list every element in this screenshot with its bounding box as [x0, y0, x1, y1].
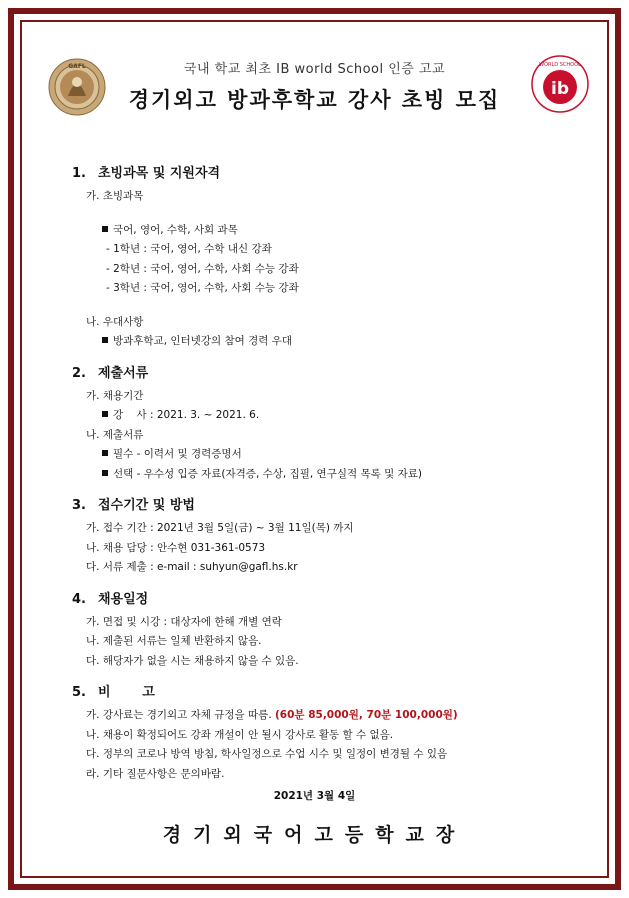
- s2-b-bullet-2: [72, 465, 572, 485]
- page-title: 경기외고 방과후학교 강사 초빙 모집: [128, 88, 501, 112]
- section-5-number: 5.: [72, 685, 86, 700]
- section-5-title: 비 고: [98, 685, 155, 700]
- s5-fee-highlight: (60분 85,000원, 70분 100,000원): [275, 709, 458, 721]
- section-1-number: 1.: [72, 166, 86, 181]
- s5-item-c: 다. 정부의 코로나 방역 방침, 학사일정으로 수업 시수 및 일정이 변경될 수 있음: [86, 748, 448, 760]
- header-subtitle: 국내 학교 최초 IB world School 인증 고교: [183, 62, 446, 77]
- notice-body: [72, 152, 572, 784]
- s4-item-a: 가. 면접 및 시강 : 대상자에 한해 개별 연락: [86, 615, 282, 628]
- s2-b-bullet-1: [72, 445, 572, 465]
- s2-a-bullet: [72, 406, 572, 426]
- section-2-heading: [72, 364, 572, 384]
- s2-b-bullet-2-text: 선택 - 우수성 입증 자료(자격증, 수상, 집필, 연구실적 목록 및 자료): [113, 467, 422, 480]
- section-1-heading: [72, 164, 572, 184]
- s3-item-a: 가. 접수 기간 : 2021년 3월 5일(금) ~ 3월 11일(목) 까지: [86, 522, 354, 534]
- s2-item-b: 나. 제출서류: [86, 428, 144, 441]
- s1-b-bullet: [72, 332, 572, 352]
- s1-a-dash-2: - 2학년 : 국어, 영어, 수학, 사회 수능 강좌: [106, 262, 299, 275]
- section-2-title: 제출서류: [98, 365, 149, 381]
- s1-a-dash-3: - 3학년 : 국어, 영어, 수학, 사회 수능 강좌: [106, 282, 299, 294]
- s5-item-a: [72, 706, 572, 726]
- s2-b-bullet-1-text: 필수 - 이력서 및 경력증명서: [113, 448, 242, 460]
- s4-item-c: 다. 해당자가 없을 시는 채용하지 않을 수 있음.: [86, 654, 299, 667]
- s3-item-b: 나. 채용 담당 : 안수현 031-361-0573: [86, 541, 266, 554]
- s1-a-bullet: [72, 221, 572, 241]
- square-bullet-icon: [102, 226, 108, 232]
- s1-b-bullet-text: 방과후학교, 인터넷강의 참여 경력 우대: [113, 335, 292, 347]
- s5-item-d: 라. 기타 질문사항은 문의바람.: [86, 767, 225, 780]
- s2-a-bullet-text: 강 사 : 2021. 3. ~ 2021. 6.: [113, 409, 260, 421]
- section-3-title: 접수기간 및 방법: [98, 498, 195, 513]
- section-1-title: 초빙과목 및 지원자격: [98, 166, 221, 181]
- section-3-heading: [72, 496, 572, 516]
- section-3-number: 3.: [72, 498, 86, 513]
- section-4-heading: [72, 590, 572, 610]
- s5-item-b: 나. 채용이 확정되어도 강좌 개설이 안 될시 강사로 활동 할 수 없음.: [86, 728, 394, 741]
- section-2-number: 2.: [72, 365, 86, 381]
- section-5-heading: [72, 683, 572, 703]
- square-bullet-icon: [102, 337, 108, 343]
- principal-signature: 경기외국어고등학교장: [162, 824, 467, 846]
- square-bullet-icon: [102, 411, 108, 417]
- section-4-title: 채용일정: [98, 591, 149, 607]
- notice-date: 2021년 3월 4일: [273, 790, 356, 802]
- square-bullet-icon: [102, 450, 108, 456]
- emblem-text: GAFL: [68, 63, 86, 70]
- s1-item-a: 가. 초빙과목: [86, 190, 144, 202]
- s4-item-b: 나. 제출된 서류는 일체 반환하지 않음.: [86, 635, 262, 647]
- s1-a-dash-1: - 1학년 : 국어, 영어, 수학 내신 강좌: [106, 243, 272, 255]
- s5-item-a-text: 가. 강사료는 경기외고 자체 규정을 따름.: [86, 709, 272, 721]
- square-bullet-icon: [102, 470, 108, 476]
- s1-item-b: 나. 우대사항: [86, 315, 144, 328]
- ib-logo-text: ib: [551, 79, 569, 99]
- ib-ring-text: WORLD SCHOOL: [539, 62, 581, 68]
- section-4-number: 4.: [72, 591, 86, 607]
- s2-item-a: 가. 채용기간: [86, 389, 144, 402]
- s3-item-c: 다. 서류 제출 : e-mail : suhyun@gafl.hs.kr: [86, 561, 298, 573]
- s1-a-bullet-text: 국어, 영어, 수학, 사회 과목: [113, 223, 238, 236]
